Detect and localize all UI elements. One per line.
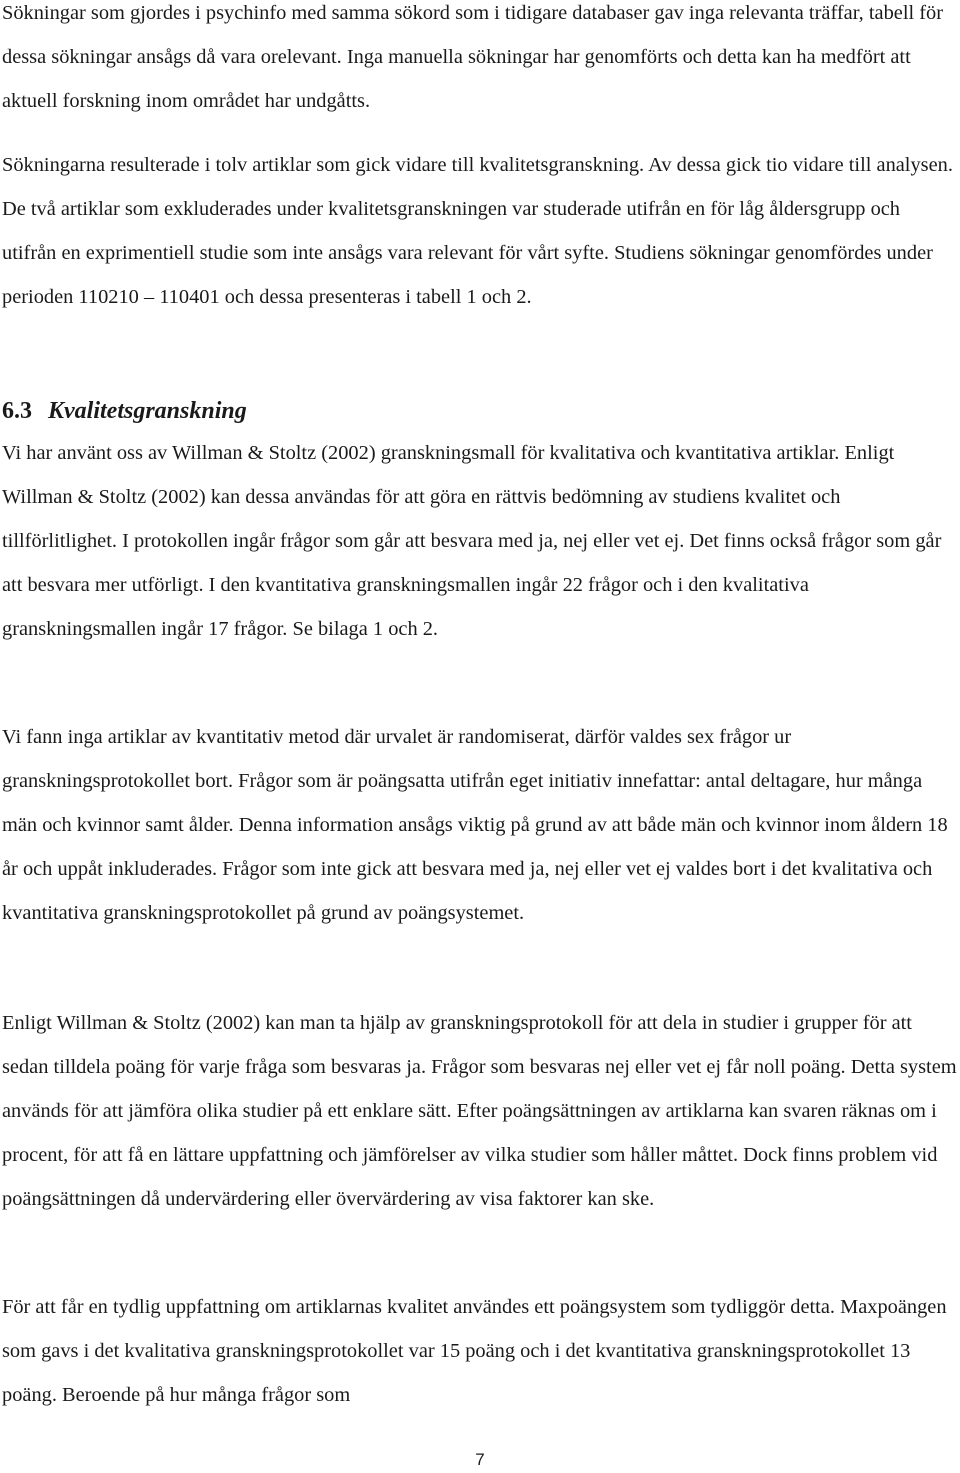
paragraph-search-results: Sökningarna resulterade i tolv artiklar som gick vidare till kvalitetsgranskning. Av dessa gick tio vidare till analysen. De två artiklar som exkluderades under kvalitetsgranskningen var studerade utifrån en för låg åldersgrupp och utifrån en exprimentiell studie som inte ansågs vara relevant för vårt syfte. Studiens sökningar genomfördes under perioden 110210 – 110401 och dessa presenteras i tabell 1 och 2.	[2, 154, 953, 308]
section-title: Kvalitetsgranskning	[48, 398, 247, 424]
section-number: 6.3	[2, 398, 32, 424]
paragraph-excluded-questions: Vi fann inga artiklar av kvantitativ metod där urvalet är randomiserat, därför valdes sex frågor ur granskningsprotokollet bort. Frågor som är poängsatta utifrån eget initiativ innefattar: antal deltagare, hur många män och kvinnor samt ålder. Denna information ansågs viktig på grund av att både män och kvinnor inom åldern 18 år och uppåt inkluderades. Frågor som inte gick att besvara med ja, nej eller vet ej valdes bort i det kvalitativa och kvantitativa granskningsprotokollet på grund av poängsystemet.	[2, 726, 948, 924]
paragraph-scoring-method: Enligt Willman & Stoltz (2002) kan man ta hjälp av granskningsprotokoll för att dela in studier i grupper för att sedan tilldela poäng för varje fråga som besvaras ja. Frågor som besvaras nej eller vet ej får noll poäng. Detta system används för att jämföra olika studier på ett enklare sätt. Efter poängsättningen av artiklarna kan svaren räknas om i procent, för att få en lättare uppfattning och jämförelser av vilka studier som håller måttet. Dock finns problem vid poängsättningen då undervärdering eller övervärdering av visa faktorer kan ske.	[2, 1012, 957, 1210]
section-heading	[2, 396, 247, 426]
paragraph-search-limitations: Sökningar som gjordes i psychinfo med samma sökord som i tidigare databaser gav inga relevanta träffar, tabell för dessa sökningar ansågs då vara orelevant. Inga manuella sökningar har genomförts och detta kan ha medfört att aktuell forskning inom området har undgåtts.	[2, 2, 944, 112]
paragraph-review-template: Vi har använt oss av Willman & Stoltz (2002) granskningsmall för kvalitativa och kvantitativa artiklar. Enligt Willman & Stoltz (2002) kan dessa användas för att göra en rättvis bedömning av studiens kvalitet och tillförlitlighet. I protokollen ingår frågor som går att besvara med ja, nej eller vet ej. Det finns också frågor som går att besvara mer utförligt. I den kvantitativa granskningsmallen ingår 22 frågor och i den kvalitativa granskningsmallen ingår 17 frågor. Se bilaga 1 och 2.	[2, 442, 942, 640]
page-number: 7	[475, 1450, 485, 1469]
paragraph-point-system: För att får en tydlig uppfattning om artiklarnas kvalitet användes ett poängsystem som tydliggör detta. Maxpoängen som gavs i det kvalitativa granskningsprotokollet var 15 poäng och i det kvantitativa granskningsprotokollet 13 poäng. Beroende på hur många frågor som	[2, 1296, 947, 1406]
